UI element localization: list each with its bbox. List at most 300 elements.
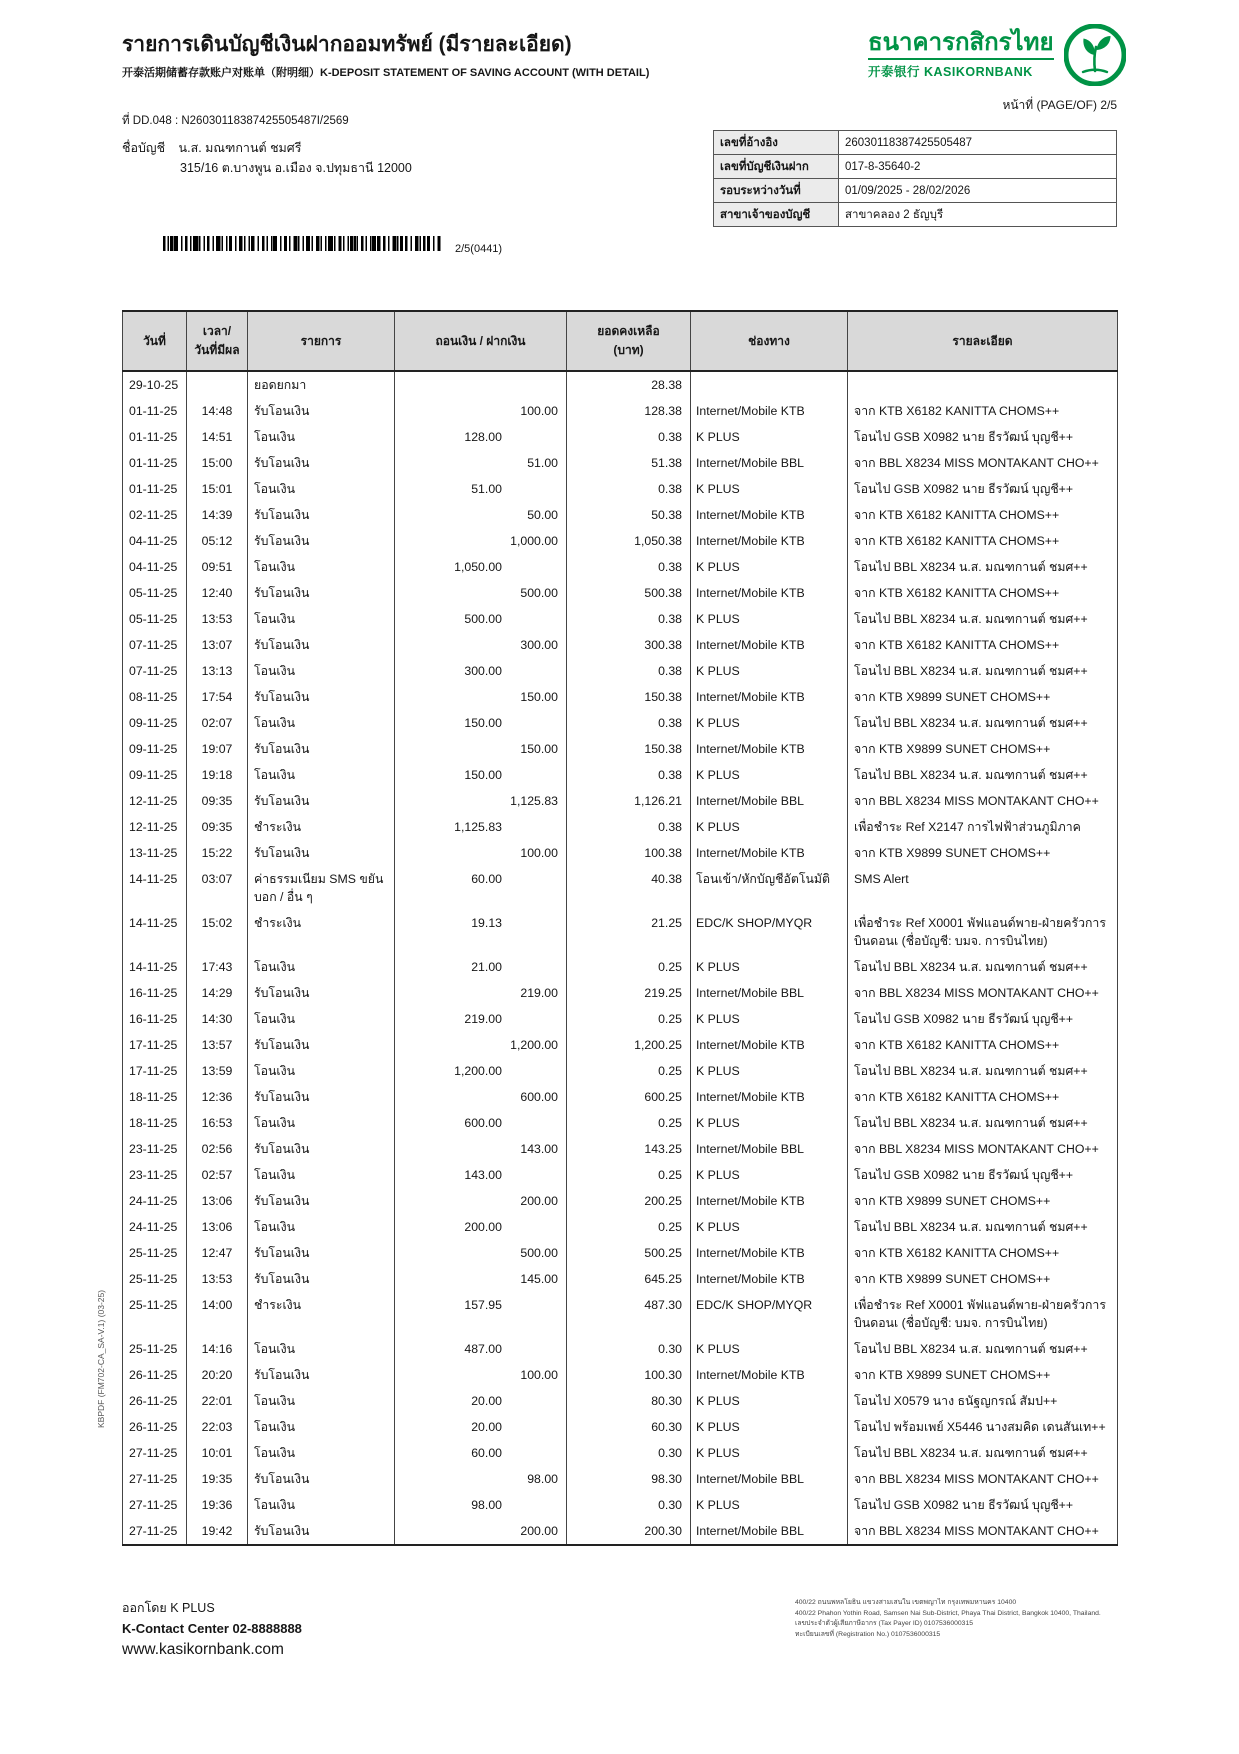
cell-balance: 0.30 xyxy=(567,1492,691,1518)
cell-balance: 60.30 xyxy=(567,1414,691,1440)
table-row xyxy=(123,1058,1118,1084)
account-name-line xyxy=(122,138,301,158)
cell-description: โอนเงิน xyxy=(248,658,395,684)
cell-time: 15:02 xyxy=(187,910,248,954)
cell-date: 16-11-25 xyxy=(123,1006,187,1032)
cell-detail: จาก KTB X6182 KANITTA CHOMS++ xyxy=(848,1032,1118,1058)
cell-amount: 1,050.00 xyxy=(395,554,567,580)
cell-date: 05-11-25 xyxy=(123,580,187,606)
cell-channel: K PLUS xyxy=(691,1492,848,1518)
cell-amount: 219.00 xyxy=(395,1006,567,1032)
cell-detail: โอนไป BBL X8234 น.ส. มณฑกานต์ ชมศ++ xyxy=(848,710,1118,736)
cell-amount: 200.00 xyxy=(395,1214,567,1240)
cell-channel: Internet/Mobile BBL xyxy=(691,788,848,814)
cell-balance: 0.25 xyxy=(567,1110,691,1136)
cell-time: 13:06 xyxy=(187,1214,248,1240)
barcode-caption: 2/5(0441) xyxy=(455,243,503,255)
cell-description: รับโอนเงิน xyxy=(248,1084,395,1110)
cell-detail xyxy=(848,371,1118,398)
cell-balance: 500.25 xyxy=(567,1240,691,1266)
cell-balance: 0.38 xyxy=(567,476,691,502)
issued-by: ออกโดย K PLUS xyxy=(122,1601,215,1615)
cell-amount: 1,000.00 xyxy=(395,528,567,554)
cell-channel: K PLUS xyxy=(691,1162,848,1188)
cell-time: 05:12 xyxy=(187,528,248,554)
cell-date: 25-11-25 xyxy=(123,1266,187,1292)
cell-balance: 200.30 xyxy=(567,1518,691,1545)
cell-time: 14:39 xyxy=(187,502,248,528)
cell-date: 25-11-25 xyxy=(123,1336,187,1362)
account-info-table xyxy=(713,130,1117,227)
table-row xyxy=(123,528,1118,554)
col-header-amount: ถอนเงิน / ฝากเงิน xyxy=(395,311,567,371)
cell-balance: 600.25 xyxy=(567,1084,691,1110)
cell-channel: Internet/Mobile KTB xyxy=(691,1084,848,1110)
cell-description: โอนเงิน xyxy=(248,1162,395,1188)
cell-balance: 0.38 xyxy=(567,762,691,788)
cell-description: รับโอนเงิน xyxy=(248,1362,395,1388)
cell-date: 07-11-25 xyxy=(123,658,187,684)
website-link: www.kasikornbank.com xyxy=(122,1641,284,1658)
cell-date: 14-11-25 xyxy=(123,954,187,980)
cell-amount: 157.95 xyxy=(395,1292,567,1336)
cell-time: 13:53 xyxy=(187,1266,248,1292)
table-row xyxy=(123,1466,1118,1492)
cell-amount: 100.00 xyxy=(395,1362,567,1388)
cell-amount: 128.00 xyxy=(395,424,567,450)
cell-detail: โอนไป GSB X0982 นาย ธีรวัฒน์ บุญชี++ xyxy=(848,424,1118,450)
cell-channel: Internet/Mobile KTB xyxy=(691,1362,848,1388)
cell-amount: 60.00 xyxy=(395,866,567,910)
cell-description: รับโอนเงิน xyxy=(248,840,395,866)
info-label: เลขที่บัญชีเงินฝาก xyxy=(714,155,839,179)
cell-balance: 200.25 xyxy=(567,1188,691,1214)
table-row xyxy=(123,710,1118,736)
cell-amount: 150.00 xyxy=(395,710,567,736)
cell-date: 27-11-25 xyxy=(123,1466,187,1492)
cell-amount: 98.00 xyxy=(395,1492,567,1518)
table-row xyxy=(123,398,1118,424)
cell-detail: จาก BBL X8234 MISS MONTAKANT CHO++ xyxy=(848,1136,1118,1162)
table-row xyxy=(123,1362,1118,1388)
table-row xyxy=(123,814,1118,840)
cell-detail: โอนไป BBL X8234 น.ส. มณฑกานต์ ชมศ++ xyxy=(848,1336,1118,1362)
cell-description: โอนเงิน xyxy=(248,1058,395,1084)
cell-amount: 219.00 xyxy=(395,980,567,1006)
cell-date: 18-11-25 xyxy=(123,1084,187,1110)
cell-detail: จาก KTB X6182 KANITTA CHOMS++ xyxy=(848,1084,1118,1110)
cell-description: รับโอนเงิน xyxy=(248,632,395,658)
cell-detail: จาก BBL X8234 MISS MONTAKANT CHO++ xyxy=(848,980,1118,1006)
cell-detail: โอนไป BBL X8234 น.ส. มณฑกานต์ ชมศ++ xyxy=(848,762,1118,788)
cell-time: 13:57 xyxy=(187,1032,248,1058)
table-row xyxy=(123,1518,1118,1545)
cell-detail: จาก BBL X8234 MISS MONTAKANT CHO++ xyxy=(848,1518,1118,1545)
cell-balance: 80.30 xyxy=(567,1388,691,1414)
cell-channel: Internet/Mobile KTB xyxy=(691,736,848,762)
fine-print-line: 400/22 Phahon Yothin Road, Samsen Nai Sub-District, Phaya Thai District, Bangkok 10400, Thailand. xyxy=(795,1609,1101,1617)
table-row xyxy=(123,1492,1118,1518)
cell-time: 13:53 xyxy=(187,606,248,632)
info-row xyxy=(714,131,1117,155)
cell-amount: 100.00 xyxy=(395,840,567,866)
cell-channel: Internet/Mobile BBL xyxy=(691,980,848,1006)
cell-date: 09-11-25 xyxy=(123,736,187,762)
cell-detail: จาก KTB X6182 KANITTA CHOMS++ xyxy=(848,632,1118,658)
cell-description: โอนเงิน xyxy=(248,554,395,580)
cell-channel: K PLUS xyxy=(691,1214,848,1240)
cell-amount: 500.00 xyxy=(395,606,567,632)
cell-description: รับโอนเงิน xyxy=(248,1032,395,1058)
cell-balance: 1,126.21 xyxy=(567,788,691,814)
cell-balance: 0.38 xyxy=(567,814,691,840)
cell-date: 13-11-25 xyxy=(123,840,187,866)
cell-amount xyxy=(395,371,567,398)
cell-description: โอนเงิน xyxy=(248,606,395,632)
cell-description: รับโอนเงิน xyxy=(248,788,395,814)
cell-time: 19:18 xyxy=(187,762,248,788)
table-row xyxy=(123,1440,1118,1466)
cell-channel: Internet/Mobile BBL xyxy=(691,1518,848,1545)
cell-balance: 219.25 xyxy=(567,980,691,1006)
cell-description: รับโอนเงิน xyxy=(248,528,395,554)
cell-amount: 500.00 xyxy=(395,1240,567,1266)
cell-date: 27-11-25 xyxy=(123,1440,187,1466)
cell-description: รับโอนเงิน xyxy=(248,450,395,476)
table-row xyxy=(123,554,1118,580)
info-row xyxy=(714,179,1117,203)
cell-detail: จาก KTB X6182 KANITTA CHOMS++ xyxy=(848,502,1118,528)
cell-time: 19:35 xyxy=(187,1466,248,1492)
cell-detail: โอนไป พร้อมเพย์ X5446 นางสมคิด เดนสันเท++ xyxy=(848,1414,1118,1440)
cell-channel: Internet/Mobile KTB xyxy=(691,580,848,606)
cell-channel: Internet/Mobile KTB xyxy=(691,1240,848,1266)
cell-detail: โอนไป GSB X0982 นาย ธีรวัฒน์ บุญชี++ xyxy=(848,1006,1118,1032)
cell-channel: Internet/Mobile KTB xyxy=(691,1188,848,1214)
cell-time: 02:56 xyxy=(187,1136,248,1162)
account-name: น.ส. มณฑกานต์ ชมศรี xyxy=(178,141,302,155)
col-header-channel: ช่องทาง xyxy=(691,311,848,371)
info-label: สาขาเจ้าของบัญชี xyxy=(714,203,839,227)
table-row xyxy=(123,1292,1118,1336)
cell-description: รับโอนเงิน xyxy=(248,1188,395,1214)
cell-detail: จาก KTB X6182 KANITTA CHOMS++ xyxy=(848,1240,1118,1266)
table-row xyxy=(123,1110,1118,1136)
cell-detail: เพื่อชำระ Ref X0001 พัฟแอนด์พาย-ฝ่ายครัวการบินดอนเ (ชื่อบัญชี: บมจ. การบินไทย) xyxy=(848,910,1118,954)
cell-date: 01-11-25 xyxy=(123,476,187,502)
cell-balance: 0.30 xyxy=(567,1336,691,1362)
cell-description: รับโอนเงิน xyxy=(248,502,395,528)
cell-date: 16-11-25 xyxy=(123,980,187,1006)
cell-time: 14:00 xyxy=(187,1292,248,1336)
bank-names xyxy=(868,30,1054,79)
cell-detail: เพื่อชำระ Ref X0001 พัฟแอนด์พาย-ฝ่ายครัวการบินดอนเ (ชื่อบัญชี: บมจ. การบินไทย) xyxy=(848,1292,1118,1336)
cell-amount: 51.00 xyxy=(395,450,567,476)
table-row xyxy=(123,1162,1118,1188)
cell-amount: 1,200.00 xyxy=(395,1032,567,1058)
cell-detail: เพื่อชำระ Ref X2147 การไฟฟ้าส่วนภูมิภาค xyxy=(848,814,1118,840)
cell-time: 22:01 xyxy=(187,1388,248,1414)
cell-description: ยอดยกมา xyxy=(248,371,395,398)
cell-amount: 51.00 xyxy=(395,476,567,502)
table-row xyxy=(123,1188,1118,1214)
cell-amount: 143.00 xyxy=(395,1136,567,1162)
cell-detail: โอนไป BBL X8234 น.ส. มณฑกานต์ ชมศ++ xyxy=(848,606,1118,632)
cell-balance: 500.38 xyxy=(567,580,691,606)
cell-detail: จาก KTB X9899 SUNET CHOMS++ xyxy=(848,1266,1118,1292)
cell-detail: จาก KTB X9899 SUNET CHOMS++ xyxy=(848,736,1118,762)
cell-description: โอนเงิน xyxy=(248,1006,395,1032)
table-row xyxy=(123,980,1118,1006)
cell-detail: จาก KTB X6182 KANITTA CHOMS++ xyxy=(848,528,1118,554)
cell-channel: K PLUS xyxy=(691,1336,848,1362)
cell-time xyxy=(187,371,248,398)
cell-time: 12:36 xyxy=(187,1084,248,1110)
cell-date: 25-11-25 xyxy=(123,1240,187,1266)
cell-time: 09:51 xyxy=(187,554,248,580)
cell-detail: โอนไป GSB X0982 นาย ธีรวัฒน์ บุญชี++ xyxy=(848,476,1118,502)
table-row xyxy=(123,910,1118,954)
cell-amount: 200.00 xyxy=(395,1518,567,1545)
cell-channel: K PLUS xyxy=(691,658,848,684)
cell-amount: 300.00 xyxy=(395,632,567,658)
cell-description: รับโอนเงิน xyxy=(248,736,395,762)
cell-amount: 21.00 xyxy=(395,954,567,980)
document-number: ที่ DD.048 : N26030118387425505487I/2569 xyxy=(122,115,349,127)
cell-channel: Internet/Mobile KTB xyxy=(691,632,848,658)
cell-description: ค่าธรรมเนียม SMS ขยันบอก / อื่น ๆ xyxy=(248,866,395,910)
cell-time: 17:54 xyxy=(187,684,248,710)
cell-amount: 98.00 xyxy=(395,1466,567,1492)
cell-date: 24-11-25 xyxy=(123,1188,187,1214)
info-value: 017-8-35640-2 xyxy=(839,155,1117,179)
cell-balance: 51.38 xyxy=(567,450,691,476)
cell-detail: SMS Alert xyxy=(848,866,1118,910)
cell-detail: โอนไป BBL X8234 น.ส. มณฑกานต์ ชมศ++ xyxy=(848,1440,1118,1466)
cell-balance: 50.38 xyxy=(567,502,691,528)
cell-date: 27-11-25 xyxy=(123,1518,187,1545)
account-address: 315/16 ต.บางพูน อ.เมือง จ.ปทุมธานี 12000 xyxy=(180,161,412,175)
cell-amount: 600.00 xyxy=(395,1110,567,1136)
statement-body xyxy=(123,371,1118,1545)
cell-description: โอนเงิน xyxy=(248,1214,395,1240)
cell-channel: Internet/Mobile KTB xyxy=(691,502,848,528)
cell-balance: 1,050.38 xyxy=(567,528,691,554)
form-code-side-note: KBPDF (FM702-CA_SA-V.1) (03-25) xyxy=(96,1289,106,1428)
cell-balance: 0.25 xyxy=(567,1214,691,1240)
cell-balance: 0.30 xyxy=(567,1440,691,1466)
cell-balance: 100.38 xyxy=(567,840,691,866)
table-row xyxy=(123,580,1118,606)
cell-date: 26-11-25 xyxy=(123,1362,187,1388)
table-row xyxy=(123,684,1118,710)
cell-time: 14:51 xyxy=(187,424,248,450)
cell-description: โอนเงิน xyxy=(248,1336,395,1362)
cell-channel: EDC/K SHOP/MYQR xyxy=(691,1292,848,1336)
cell-amount: 100.00 xyxy=(395,398,567,424)
cell-date: 04-11-25 xyxy=(123,554,187,580)
cell-detail: โอนไป BBL X8234 น.ส. มณฑกานต์ ชมศ++ xyxy=(848,1110,1118,1136)
cell-channel: K PLUS xyxy=(691,1110,848,1136)
cell-date: 14-11-25 xyxy=(123,866,187,910)
cell-date: 14-11-25 xyxy=(123,910,187,954)
cell-channel: K PLUS xyxy=(691,476,848,502)
table-row xyxy=(123,954,1118,980)
table-row xyxy=(123,840,1118,866)
col-header-description: รายการ xyxy=(248,311,395,371)
cell-date: 01-11-25 xyxy=(123,424,187,450)
cell-balance: 0.38 xyxy=(567,606,691,632)
cell-balance: 0.38 xyxy=(567,424,691,450)
cell-description: รับโอนเงิน xyxy=(248,398,395,424)
table-row xyxy=(123,424,1118,450)
cell-detail: โอนไป X0579 นาง ธนัฐญกรณ์ สัมป++ xyxy=(848,1388,1118,1414)
cell-channel: Internet/Mobile KTB xyxy=(691,684,848,710)
cell-amount: 150.00 xyxy=(395,736,567,762)
info-row xyxy=(714,203,1117,227)
cell-date: 25-11-25 xyxy=(123,1292,187,1336)
cell-description: รับโอนเงิน xyxy=(248,1266,395,1292)
cell-date: 01-11-25 xyxy=(123,450,187,476)
cell-balance: 0.25 xyxy=(567,1162,691,1188)
cell-date: 26-11-25 xyxy=(123,1388,187,1414)
table-row xyxy=(123,1084,1118,1110)
cell-time: 10:01 xyxy=(187,1440,248,1466)
cell-date: 07-11-25 xyxy=(123,632,187,658)
cell-description: ชำระเงิน xyxy=(248,814,395,840)
cell-date: 05-11-25 xyxy=(123,606,187,632)
cell-description: โอนเงิน xyxy=(248,1110,395,1136)
cell-description: ชำระเงิน xyxy=(248,910,395,954)
cell-detail: จาก KTB X9899 SUNET CHOMS++ xyxy=(848,840,1118,866)
info-label: เลขที่อ้างอิง xyxy=(714,131,839,155)
cell-detail: จาก KTB X9899 SUNET CHOMS++ xyxy=(848,684,1118,710)
col-header-time-line1: เวลา/ xyxy=(202,324,232,338)
table-row xyxy=(123,658,1118,684)
cell-amount: 20.00 xyxy=(395,1414,567,1440)
cell-date: 09-11-25 xyxy=(123,710,187,736)
table-row xyxy=(123,1266,1118,1292)
table-row xyxy=(123,502,1118,528)
cell-description: รับโอนเงิน xyxy=(248,1466,395,1492)
table-row xyxy=(123,1336,1118,1362)
page-subtitle: 开泰活期储蓄存款账户对账单（附明细）K-DEPOSIT STATEMENT OF SAVING ACCOUNT (WITH DETAIL) xyxy=(122,67,650,79)
info-row xyxy=(714,155,1117,179)
cell-channel: Internet/Mobile KTB xyxy=(691,398,848,424)
cell-description: โอนเงิน xyxy=(248,1388,395,1414)
cell-amount: 150.00 xyxy=(395,762,567,788)
cell-balance: 28.38 xyxy=(567,371,691,398)
cell-channel: EDC/K SHOP/MYQR xyxy=(691,910,848,954)
cell-amount: 19.13 xyxy=(395,910,567,954)
info-value: 01/09/2025 - 28/02/2026 xyxy=(839,179,1117,203)
cell-time: 13:59 xyxy=(187,1058,248,1084)
cell-channel: Internet/Mobile BBL xyxy=(691,1136,848,1162)
cell-time: 13:06 xyxy=(187,1188,248,1214)
table-row xyxy=(123,476,1118,502)
cell-amount: 600.00 xyxy=(395,1084,567,1110)
cell-date: 12-11-25 xyxy=(123,788,187,814)
cell-description: รับโอนเงิน xyxy=(248,684,395,710)
cell-date: 26-11-25 xyxy=(123,1414,187,1440)
cell-detail: โอนไป BBL X8234 น.ส. มณฑกานต์ ชมศ++ xyxy=(848,954,1118,980)
cell-date: 09-11-25 xyxy=(123,762,187,788)
cell-time: 09:35 xyxy=(187,788,248,814)
cell-channel: K PLUS xyxy=(691,710,848,736)
cell-channel: K PLUS xyxy=(691,1006,848,1032)
cell-description: โอนเงิน xyxy=(248,1440,395,1466)
cell-balance: 487.30 xyxy=(567,1292,691,1336)
cell-amount: 143.00 xyxy=(395,1162,567,1188)
cell-description: รับโอนเงิน xyxy=(248,580,395,606)
cell-balance: 0.25 xyxy=(567,954,691,980)
page-title: รายการเดินบัญชีเงินฝากออมทรัพย์ (มีรายละเอียด) xyxy=(122,33,572,56)
col-header-balance xyxy=(567,311,691,371)
cell-description: โอนเงิน xyxy=(248,424,395,450)
cell-amount: 300.00 xyxy=(395,658,567,684)
cell-time: 15:22 xyxy=(187,840,248,866)
cell-channel: Internet/Mobile BBL xyxy=(691,450,848,476)
cell-date: 17-11-25 xyxy=(123,1058,187,1084)
cell-time: 13:13 xyxy=(187,658,248,684)
fine-print-line: เลขประจำตัวผู้เสียภาษีอากร (Tax Payer ID) 0107536000315 xyxy=(795,1620,974,1628)
cell-description: โอนเงิน xyxy=(248,1492,395,1518)
fine-print-line: 400/22 ถนนพหลโยธิน แขวงสามเสนใน เขตพญาไท กรุงเทพมหานคร 10400 xyxy=(795,1599,1017,1606)
cell-date: 01-11-25 xyxy=(123,398,187,424)
table-row xyxy=(123,1136,1118,1162)
cell-channel: K PLUS xyxy=(691,606,848,632)
cell-detail: จาก KTB X6182 KANITTA CHOMS++ xyxy=(848,398,1118,424)
cell-time: 22:03 xyxy=(187,1414,248,1440)
table-row xyxy=(123,1032,1118,1058)
cell-time: 20:20 xyxy=(187,1362,248,1388)
cell-channel: Internet/Mobile KTB xyxy=(691,1032,848,1058)
table-row xyxy=(123,632,1118,658)
cell-time: 14:29 xyxy=(187,980,248,1006)
table-row xyxy=(123,866,1118,910)
cell-amount: 1,200.00 xyxy=(395,1058,567,1084)
cell-channel: K PLUS xyxy=(691,814,848,840)
cell-detail: จาก KTB X9899 SUNET CHOMS++ xyxy=(848,1188,1118,1214)
cell-detail: โอนไป BBL X8234 น.ส. มณฑกานต์ ชมศ++ xyxy=(848,1214,1118,1240)
cell-date: 12-11-25 xyxy=(123,814,187,840)
account-name-label: ชื่อบัญชี xyxy=(122,141,166,155)
footer xyxy=(122,1598,302,1659)
cell-detail: จาก KTB X9899 SUNET CHOMS++ xyxy=(848,1362,1118,1388)
cell-channel: K PLUS xyxy=(691,954,848,980)
cell-detail: โอนไป GSB X0982 นาย ธีรวัฒน์ บุญชี++ xyxy=(848,1162,1118,1188)
cell-balance: 128.38 xyxy=(567,398,691,424)
table-row xyxy=(123,762,1118,788)
bank-address-fine-print xyxy=(795,1598,1130,1640)
cell-description: โอนเงิน xyxy=(248,762,395,788)
cell-description: ชำระเงิน xyxy=(248,1292,395,1336)
cell-date: 17-11-25 xyxy=(123,1032,187,1058)
cell-balance: 150.38 xyxy=(567,736,691,762)
cell-description: โอนเงิน xyxy=(248,476,395,502)
info-value: 26030118387425505487 xyxy=(839,131,1117,155)
info-value: สาขาคลอง 2 ธัญบุรี xyxy=(839,203,1117,227)
cell-time: 14:30 xyxy=(187,1006,248,1032)
bank-name-thai: ธนาคารกสิกรไทย xyxy=(868,29,1054,57)
cell-balance: 0.38 xyxy=(567,710,691,736)
cell-time: 03:07 xyxy=(187,866,248,910)
cell-channel xyxy=(691,371,848,398)
cell-date: 27-11-25 xyxy=(123,1492,187,1518)
cell-date: 04-11-25 xyxy=(123,528,187,554)
cell-channel: K PLUS xyxy=(691,1058,848,1084)
table-row xyxy=(123,1388,1118,1414)
